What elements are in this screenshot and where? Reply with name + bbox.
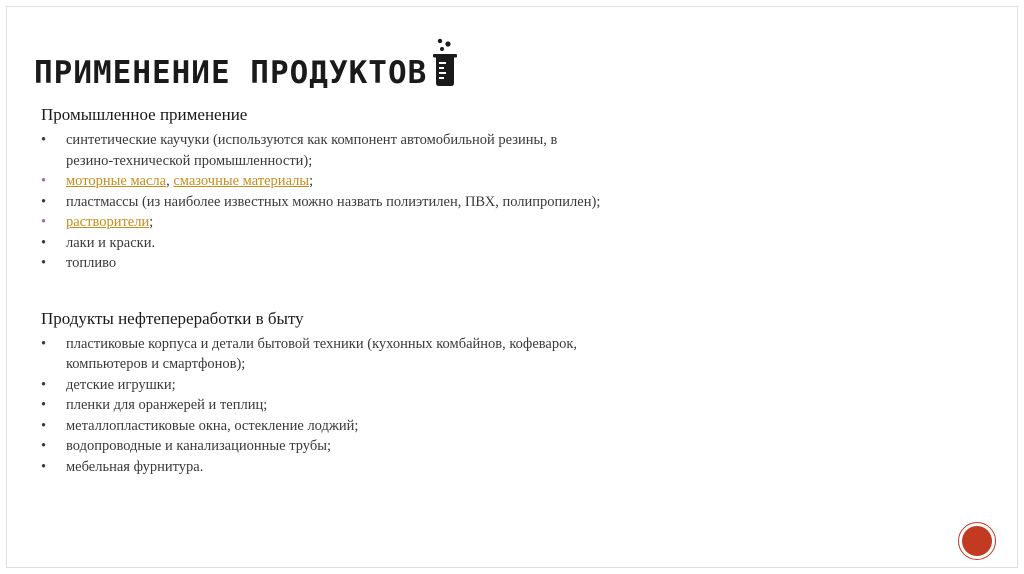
list-item-text: мебельная фурнитура.	[66, 458, 204, 475]
list-item-text: пластиковые корпуса и детали бытовой техники (кухонных комбайнов, кофеварок, компьютеров и смартфонов);	[66, 335, 578, 372]
bullet-marker: •	[41, 417, 47, 434]
title-row	[34, 38, 459, 89]
list-item-text: лаки и краски.	[66, 234, 156, 251]
beaker-icon	[431, 38, 459, 92]
bullet-marker: •	[41, 255, 47, 271]
lubricants-link[interactable]: смазочные материалы	[173, 173, 310, 189]
list-item-text: пленки для оранжерей и теплиц;	[66, 397, 268, 413]
list-item	[41, 395, 601, 416]
section-heading-industrial: Промышленное применение	[41, 105, 248, 124]
bullet-marker: •	[41, 438, 47, 454]
list-item	[41, 416, 601, 437]
list-item	[41, 233, 601, 254]
list-item-text: водопроводные и канализационные трубы;	[66, 438, 331, 454]
slide-content	[41, 104, 601, 477]
next-slide-icon	[962, 526, 992, 556]
bullet-marker: •	[41, 397, 47, 413]
slide-title: ПРИМЕНЕНИЕ ПРОДУКТОВ	[34, 55, 428, 91]
list-item-text: топливо	[66, 255, 117, 271]
bullet-marker: •	[41, 193, 47, 210]
list-item	[41, 334, 601, 375]
section-heading-household: Продукты нефтепереработки в быту	[41, 308, 304, 328]
list-item	[41, 436, 601, 457]
list-item-separator: ,	[166, 173, 174, 189]
list-item	[41, 212, 601, 233]
bullet-marker: •	[41, 132, 47, 148]
bullet-marker: •	[41, 173, 47, 189]
list-item	[41, 375, 601, 396]
list-item-text: синтетические каучуки (используются как компонент автомобильной резины, в резино-технической промышленности);	[66, 132, 558, 169]
list-item	[41, 171, 601, 192]
bullet-marker: •	[41, 234, 47, 251]
solvents-link[interactable]: растворители	[66, 214, 150, 230]
list-item	[41, 457, 601, 478]
list-item-tail: ;	[149, 214, 154, 230]
industrial-list	[41, 130, 601, 274]
bullet-marker: •	[41, 214, 47, 230]
motor-oils-link[interactable]: моторные масла	[66, 173, 167, 189]
bullet-marker: •	[41, 458, 47, 475]
list-item	[41, 130, 601, 171]
list-item	[41, 253, 601, 274]
list-item-text: детские игрушки;	[66, 376, 176, 393]
next-slide-button[interactable]	[958, 522, 996, 560]
household-list	[41, 334, 601, 478]
list-item	[41, 192, 601, 213]
list-item-tail: ;	[309, 173, 314, 189]
bullet-marker: •	[41, 376, 47, 393]
bullet-marker: •	[41, 335, 47, 352]
list-item-text: металлопластиковые окна, остекление лоджий;	[66, 417, 359, 434]
list-item-text: пластмассы (из наиболее известных можно назвать полиэтилен, ПВХ, полипропилен);	[66, 193, 601, 210]
